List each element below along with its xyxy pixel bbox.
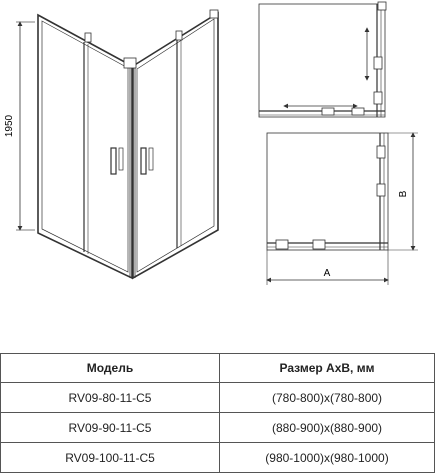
height-dimension: [4, 22, 35, 230]
model-size-table: [0, 353, 435, 473]
model-cell: RV09-80-11-C5: [1, 383, 220, 413]
size-cell: (980-1000)x(980-1000): [220, 443, 435, 473]
table-row: [1, 443, 435, 473]
table-row: [1, 383, 435, 413]
dim-b-label: B: [398, 190, 409, 198]
height-label: 1950: [4, 114, 15, 138]
top-view: [259, 2, 386, 117]
model-cell: RV09-100-11-C5: [1, 443, 220, 473]
size-cell: (880-900)x(880-900): [220, 413, 435, 443]
header-model: Модель: [1, 354, 220, 383]
model-cell: RV09-90-11-C5: [1, 413, 220, 443]
table-header-row: [1, 354, 435, 383]
enclosure-perspective-view: [38, 10, 218, 278]
header-size: Размер АхВ, мм: [220, 354, 435, 383]
table-row: [1, 413, 435, 443]
size-cell: (780-800)x(780-800): [220, 383, 435, 413]
dim-a-label: A: [323, 268, 331, 279]
plan-view: [267, 133, 418, 285]
